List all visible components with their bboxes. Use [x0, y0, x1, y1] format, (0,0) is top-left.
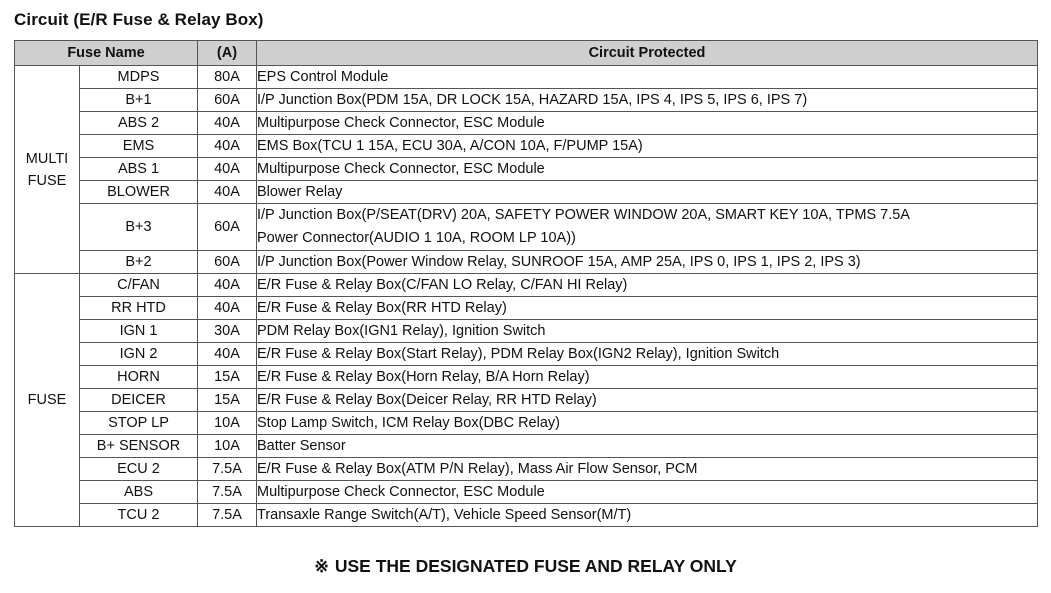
table-row [15, 204, 1038, 251]
header-ampere: (A) [198, 41, 257, 66]
circuit-cell: E/R Fuse & Relay Box(C/FAN LO Relay, C/FAN HI Relay) [257, 274, 1038, 297]
header-circuit: Circuit Protected [257, 41, 1038, 66]
ampere-cell: 80A [198, 66, 257, 89]
ampere-cell: 15A [198, 389, 257, 412]
circuit-cell: Batter Sensor [257, 435, 1038, 458]
fuse-name-cell: B+1 [80, 89, 198, 112]
circuit-line-1: I/P Junction Box(P/SEAT(DRV) 20A, SAFETY POWER WINDOW 20A, SMART KEY 10A, TPMS 7.5A [257, 207, 910, 223]
table-row [15, 412, 1038, 435]
fuse-name-cell: BLOWER [80, 181, 198, 204]
reference-mark-icon: ※ [314, 556, 329, 576]
table-row [15, 251, 1038, 274]
ampere-cell: 40A [198, 274, 257, 297]
circuit-cell: E/R Fuse & Relay Box(ATM P/N Relay), Mass Air Flow Sensor, PCM [257, 458, 1038, 481]
circuit-cell: PDM Relay Box(IGN1 Relay), Ignition Switch [257, 320, 1038, 343]
ampere-cell: 40A [198, 158, 257, 181]
fuse-name-cell: DEICER [80, 389, 198, 412]
circuit-line-2: Power Connector(AUDIO 1 10A, ROOM LP 10A)) [257, 230, 576, 246]
group-multi-line1: MULTI [25, 150, 69, 167]
table-row [15, 89, 1038, 112]
header-fuse-name: Fuse Name [15, 41, 198, 66]
table-row [15, 66, 1038, 89]
ampere-cell: 7.5A [198, 458, 257, 481]
ampere-cell: 60A [198, 204, 257, 251]
note-text: USE THE DESIGNATED FUSE AND RELAY ONLY [334, 556, 737, 576]
circuit-cell [257, 204, 1038, 251]
circuit-cell: E/R Fuse & Relay Box(Deicer Relay, RR HTD Relay) [257, 389, 1038, 412]
table-row [15, 481, 1038, 504]
fuse-name-cell: ABS [80, 481, 198, 504]
circuit-cell: Blower Relay [257, 181, 1038, 204]
fuse-name-cell: ECU 2 [80, 458, 198, 481]
circuit-cell: E/R Fuse & Relay Box(Horn Relay, B/A Horn Relay) [257, 366, 1038, 389]
circuit-cell: EPS Control Module [257, 66, 1038, 89]
group-multi-fuse [15, 66, 80, 274]
ampere-cell: 7.5A [198, 504, 257, 527]
table-row [15, 389, 1038, 412]
table-row [15, 135, 1038, 158]
fuse-name-cell: B+3 [80, 204, 198, 251]
ampere-cell: 40A [198, 297, 257, 320]
fuse-name-cell: TCU 2 [80, 504, 198, 527]
ampere-cell: 60A [198, 89, 257, 112]
circuit-cell: I/P Junction Box(Power Window Relay, SUNROOF 15A, AMP 25A, IPS 0, IPS 1, IPS 2, IPS 3) [257, 251, 1038, 274]
page-title: Circuit (E/R Fuse & Relay Box) [14, 10, 264, 29]
ampere-cell: 10A [198, 412, 257, 435]
fuse-name-cell: B+ SENSOR [80, 435, 198, 458]
group-fuse: FUSE [15, 274, 80, 527]
ampere-cell: 40A [198, 135, 257, 158]
fuse-name-cell: HORN [80, 366, 198, 389]
circuit-cell: Multipurpose Check Connector, ESC Module [257, 481, 1038, 504]
table-row [15, 435, 1038, 458]
table-row [15, 458, 1038, 481]
ampere-cell: 15A [198, 366, 257, 389]
fuse-name-cell: RR HTD [80, 297, 198, 320]
ampere-cell: 30A [198, 320, 257, 343]
ampere-cell: 10A [198, 435, 257, 458]
fuse-name-cell: IGN 2 [80, 343, 198, 366]
table-row [15, 297, 1038, 320]
circuit-cell: EMS Box(TCU 1 15A, ECU 30A, A/CON 10A, F/PUMP 15A) [257, 135, 1038, 158]
ampere-cell: 40A [198, 343, 257, 366]
fuse-name-cell: EMS [80, 135, 198, 158]
group-multi-line2: FUSE [27, 172, 67, 189]
fuse-name-cell: STOP LP [80, 412, 198, 435]
circuit-cell: Multipurpose Check Connector, ESC Module [257, 158, 1038, 181]
ampere-cell: 60A [198, 251, 257, 274]
fuse-name-cell: ABS 2 [80, 112, 198, 135]
table-row [15, 181, 1038, 204]
table-header-row [15, 41, 1038, 66]
fuse-name-cell: ABS 1 [80, 158, 198, 181]
table-row [15, 158, 1038, 181]
circuit-cell: Transaxle Range Switch(A/T), Vehicle Speed Sensor(M/T) [257, 504, 1038, 527]
ampere-cell: 40A [198, 112, 257, 135]
table-row [15, 504, 1038, 527]
table-row [15, 112, 1038, 135]
fuse-name-cell: IGN 1 [80, 320, 198, 343]
circuit-cell: Multipurpose Check Connector, ESC Module [257, 112, 1038, 135]
circuit-cell: I/P Junction Box(PDM 15A, DR LOCK 15A, HAZARD 15A, IPS 4, IPS 5, IPS 6, IPS 7) [257, 89, 1038, 112]
ampere-cell: 7.5A [198, 481, 257, 504]
designated-fuse-note [0, 556, 1051, 577]
table-row [15, 274, 1038, 297]
table-row [15, 343, 1038, 366]
fuse-name-cell: B+2 [80, 251, 198, 274]
fuse-table [14, 40, 1038, 527]
fuse-name-cell: C/FAN [80, 274, 198, 297]
table-row [15, 320, 1038, 343]
ampere-cell: 40A [198, 181, 257, 204]
circuit-cell: E/R Fuse & Relay Box(Start Relay), PDM Relay Box(IGN2 Relay), Ignition Switch [257, 343, 1038, 366]
fuse-name-cell: MDPS [80, 66, 198, 89]
circuit-cell: Stop Lamp Switch, ICM Relay Box(DBC Relay) [257, 412, 1038, 435]
circuit-cell: E/R Fuse & Relay Box(RR HTD Relay) [257, 297, 1038, 320]
table-row [15, 366, 1038, 389]
